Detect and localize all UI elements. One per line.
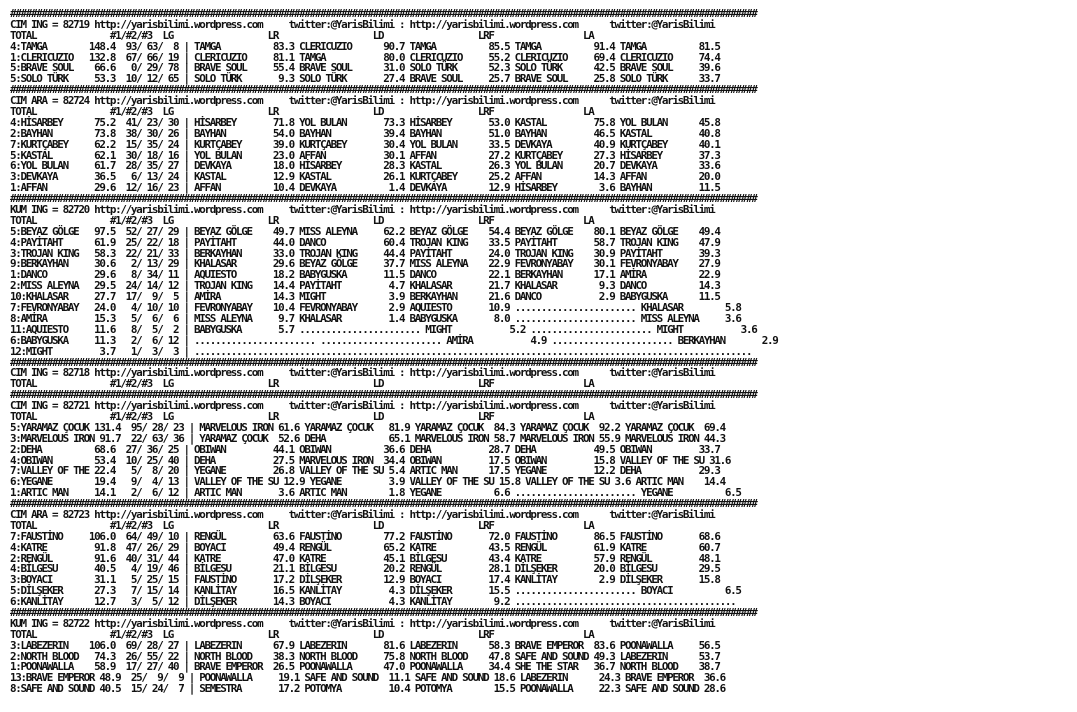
race-header: KUM ING = 82720 http://yarisbilimi.wordpress.com twitter:@YarisBilimi : http://yarisbilimi.wordpress.com twitter:@YarisBilimi xyxy=(10,203,715,217)
separator-line: ############################################################################################################################################## xyxy=(10,605,757,619)
data-row: 3:BOYACI 31.1 5/ 25/ 15 | FAUSTİNO 17.2 DİLŞEKER 12.9 BOYACI 17.4 KANLİTAY 2.9 DİLŞEKER 15.8 xyxy=(10,573,720,587)
data-row: 6:YEGANE 19.4 9/ 4/ 13 | VALLEY OF THE SU 12.9 YEGANE 3.9 VALLEY OF THE SU 15.8 VALLEY OF THE SU 3.6 ARTIC MAN 14.4 xyxy=(10,475,725,489)
column-header: TOTAL #1/#2/#3 LG LR LD LRF LA xyxy=(10,213,594,227)
data-row: 5:YARAMAZ ÇOCUK 131.4 95/ 28/ 23 | MARVELOUS IRON 61.6 YARAMAZ ÇOCUK 81.9 YARAMAZ ÇOCUK 84.3 YARAMAZ ÇOCUK 92.2 YARAMAZ ÇOCUK 69.4 xyxy=(10,420,725,434)
data-row: 7:VALLEY OF THE 22.4 5/ 8/ 20 | YEGANE 26.8 VALLEY OF THE SU 5.4 ARTIC MAN 17.5 YEGANE 12.2 DEHA 29.3 xyxy=(10,464,720,478)
data-row: 2:RENGÜL 91.6 40/ 31/ 44 | KATRE 47.0 KATRE 45.1 BİLGESU 43.4 KATRE 57.9 RENGÜL 48.1 xyxy=(10,551,720,565)
data-row: 4:HİSARBEY 75.2 41/ 23/ 30 | HİSARBEY 71.8 YOL BULAN 73.3 HİSARBEY 53.0 KASTAL 75.8 YOL BULAN 45.8 xyxy=(10,115,720,129)
data-row: 6:YOL BULAN 61.7 28/ 35/ 27 | DEVKAYA 18.0 HİSARBEY 28.3 KASTAL 26.3 YOL BULAN 20.7 DEVKAYA 33.6 xyxy=(10,159,720,173)
column-header: TOTAL #1/#2/#3 LG LR LD LRF LA xyxy=(10,627,594,641)
data-row: 5:BEYAZ GÖLGE 97.5 52/ 27/ 29 | BEYAZ GÖLGE 49.7 MISS ALEYNA 62.2 BEYAZ GÖLGE 54.4 BEYAZ GÖLGE 80.1 BEYAZ GÖLGE 49.4 xyxy=(10,224,720,238)
data-row: 4:PAYİTAHT 61.9 25/ 22/ 18 | PAYİTAHT 44.0 DANCO 60.4 TROJAN KING 33.5 PAYİTAHT 58.7 TROJAN KING 47.9 xyxy=(10,235,720,249)
column-header: TOTAL #1/#2/#3 LG LR LD LRF LA xyxy=(10,409,594,423)
column-header: TOTAL #1/#2/#3 LG LR LD LRF LA xyxy=(10,28,594,42)
data-row: 3:LABEZERIN 106.0 69/ 28/ 27 | LABEZERIN 67.9 LABEZERIN 81.6 LABEZERIN 58.3 BRAVE EMPEROR 83.6 POONAWALLA 56.5 xyxy=(10,638,720,652)
column-header: TOTAL #1/#2/#3 LG LR LD LRF LA xyxy=(10,377,594,391)
data-row: 9:BERKAYHAN 30.6 2/ 13/ 29 | KHALASAR 29.6 BEYAZ GÖLGE 37.7 MISS ALEYNA 22.9 FEVRONYABAY 30.1 FEVRONYABAY 27.9 xyxy=(10,257,720,271)
data-row: 5:DİLŞEKER 27.3 7/ 15/ 14 | KANLİTAY 16.5 KANLİTAY 4.3 DİLŞEKER 15.5 ....................... BOYACI 6.5 xyxy=(10,584,741,598)
data-row: 7:FEVRONYABAY 24.0 4/ 10/ 10 | FEVRONYABAY 10.4 FEVRONYABAY 2.9 AQUIESTO 10.9 ....................... KHALASAR 5.8 xyxy=(10,301,741,315)
data-row: 5:KASTAL 62.1 30/ 18/ 16 | YOL BULAN 23.0 AFFAN 30.1 AFFAN 27.2 KURTÇABEY 27.3 HİSARBEY 37.3 xyxy=(10,148,720,162)
race-stats-sheet xyxy=(10,9,777,695)
data-row: 4:BİLGESU 40.5 4/ 19/ 46 | BİLGESU 21.1 BİLGESU 20.2 RENGÜL 28.1 DİLŞEKER 20.0 BİLGESU 29.5 xyxy=(10,562,720,576)
column-header: TOTAL #1/#2/#3 LG LR LD LRF LA xyxy=(10,105,594,119)
data-row: 2:BAYHAN 73.8 38/ 30/ 26 | BAYHAN 54.0 BAYHAN 39.4 BAYHAN 51.0 BAYHAN 46.5 KASTAL 40.8 xyxy=(10,126,720,140)
separator-line: ############################################################################################################################################## xyxy=(10,388,757,402)
separator-line: ############################################################################################################################################## xyxy=(10,7,757,20)
data-row: 7:FAUSTİNO 106.0 64/ 49/ 10 | RENGÜL 63.6 FAUSTİNO 77.2 FAUSTİNO 72.0 FAUSTİNO 86.5 FAUSTİNO 68.6 xyxy=(10,529,720,543)
race-header: KUM ING = 82722 http://yarisbilimi.wordpress.com twitter:@YarisBilimi : http://yarisbilimi.wordpress.com twitter:@YarisBilimi xyxy=(10,616,715,630)
data-row: 3:TROJAN KING 58.3 22/ 21/ 33 | BERKAYHAN 33.0 TROJAN KING 44.4 PAYİTAHT 24.0 TROJAN KING 30.9 PAYİTAHT 39.3 xyxy=(10,246,720,260)
data-row: 6:BABYGUSKA 11.3 2/ 6/ 12 | ....................... ....................... AMİRA 4.9 ....................... BERKAYHAN 2.9 xyxy=(10,333,778,347)
data-row: 1:POONAWALLA 58.9 17/ 27/ 40 | BRAVE EMPEROR 26.5 POONAWALLA 47.0 POONAWALLA 34.4 SHE THE STAR 36.7 NORTH BLOOD 38.7 xyxy=(10,660,720,674)
column-header: TOTAL #1/#2/#3 LG LR LD LRF LA xyxy=(10,518,594,532)
data-row: 3:DEVKAYA 36.5 6/ 13/ 24 | KASTAL 12.9 KASTAL 26.1 KURTÇABEY 25.2 AFFAN 14.3 AFFAN 20.0 xyxy=(10,170,720,184)
data-row: 2:NORTH BLOOD 74.3 26/ 55/ 22 | NORTH BLOOD 38.3 NORTH BLOOD 75.8 NORTH BLOOD 47.8 SAFE AND SOUND 49.3 LABEZERIN 53.7 xyxy=(10,649,720,663)
race-header: CIM ING = 82718 http://yarisbilimi.wordpress.com twitter:@YarisBilimi : http://yarisbilimi.wordpress.com twitter:@YarisBilimi xyxy=(10,366,715,380)
data-row: 3:MARVELOUS IRON 91.7 22/ 63/ 36 | YARAMAZ ÇOCUK 52.6 DEHA 65.1 MARVELOUS IRON 58.7 MARVELOUS IRON 55.9 MARVELOUS IRON 44.3 xyxy=(10,431,725,445)
data-row: 10:KHALASAR 27.7 17/ 9/ 5 | AMİRA 14.3 MIGHT 3.9 BERKAYHAN 21.6 DANCO 2.9 BABYGUSKA 11.5 xyxy=(10,290,720,304)
data-row: 4:KATRE 91.8 47/ 26/ 29 | BOYACI 49.4 RENGÜL 65.2 KATRE 43.5 RENGÜL 61.9 KATRE 60.7 xyxy=(10,540,720,554)
data-row: 2:MISS ALEYNA 29.5 24/ 14/ 12 | TROJAN KING 14.4 PAYİTAHT 4.7 KHALASAR 21.7 KHALASAR 9.3 DANCO 14.3 xyxy=(10,279,720,293)
data-row: 2:DEHA 68.6 27/ 36/ 25 | OBIWAN 44.1 OBIWAN 36.6 DEHA 28.7 DEHA 49.5 OBIWAN 33.7 xyxy=(10,442,720,456)
data-row: 13:BRAVE EMPEROR 48.9 25/ 9/ 9 | POONAWALLA 19.1 SAFE AND SOUND 11.1 SAFE AND SOUND 18.6 LABEZERIN 24.3 BRAVE EMPEROR 36.6 xyxy=(10,671,725,685)
separator-line: ############################################################################################################################################## xyxy=(10,355,757,369)
data-row: 1:DANCO 29.6 8/ 34/ 11 | AQUIESTO 18.2 BABYGUSKA 11.5 DANCO 22.1 BERKAYHAN 17.1 AMİRA 22.9 xyxy=(10,268,720,282)
data-row: 5:BRAVE SOUL 66.6 0/ 29/ 78 | BRAVE SOUL 55.4 BRAVE SOUL 31.0 SOLO TÜRK 52.3 SOLO TÜRK 42.5 BRAVE SOUL 39.6 xyxy=(10,61,720,75)
race-header: CIM ING = 82721 http://yarisbilimi.wordpress.com twitter:@YarisBilimi : http://yarisbilimi.wordpress.com twitter:@YarisBilimi xyxy=(10,399,715,413)
data-row: 1:CLERICUZIO 132.8 67/ 66/ 19 | CLERICUZIO 81.1 TAMGA 80.0 CLERICUZIO 55.2 CLERICUZIO 69.4 CLERICUZIO 74.4 xyxy=(10,50,720,64)
separator-line: ############################################################################################################################################## xyxy=(10,83,757,97)
data-row: 7:KURTÇABEY 62.2 15/ 35/ 24 | KURTÇABEY 39.0 KURTÇABEY 30.4 YOL BULAN 33.5 DEVKAYA 40.9 KURTÇABEY 40.1 xyxy=(10,137,720,151)
separator-line: ############################################################################################################################################## xyxy=(10,192,757,206)
data-row: 5:SOLO TÜRK 53.3 10/ 12/ 65 | SOLO TÜRK 9.3 SOLO TÜRK 27.4 BRAVE SOUL 25.7 BRAVE SOUL 25.8 SOLO TÜRK 33.7 xyxy=(10,72,720,86)
race-header: CIM ING = 82719 http://yarisbilimi.wordpress.com twitter:@YarisBilimi : http://yarisbilimi.wordpress.com twitter:@YarisBilimi xyxy=(10,17,715,31)
separator-line: ############################################################################################################################################## xyxy=(10,497,757,511)
data-row: 6:KANLİTAY 12.7 3/ 5/ 12 | DİLŞEKER 14.3 BOYACI 4.3 KANLİTAY 9.2 .......................................... xyxy=(10,595,736,609)
data-row: 12:MIGHT 3.7 1/ 3/ 3 | .......................................................................................................... xyxy=(10,344,752,358)
data-row: 11:AQUIESTO 11.6 8/ 5/ 2 | BABYGUSKA 5.7 ....................... MIGHT 5.2 ....................... MIGHT 3.6 xyxy=(10,322,757,336)
race-header: CIM ARA = 82724 http://yarisbilimi.wordpress.com twitter:@YarisBilimi : http://yarisbilimi.wordpress.com twitter:@YarisBilimi xyxy=(10,94,715,108)
data-row: 1:ARTIC MAN 14.1 2/ 6/ 12 | ARTIC MAN 3.6 ARTIC MAN 1.8 YEGANE 6.6 ....................... YEGANE 6.5 xyxy=(10,486,741,500)
data-row: 4:TAMGA 148.4 93/ 63/ 8 | TAMGA 83.3 CLERICUZIO 90.7 TAMGA 85.5 TAMGA 91.4 TAMGA 81.5 xyxy=(10,39,720,53)
data-row: 4:OBIWAN 53.4 10/ 25/ 40 | DEHA 27.5 MARVELOUS IRON 34.4 OBIWAN 17.5 OBIWAN 15.8 VALLEY OF THE SU 31.6 xyxy=(10,453,731,467)
data-row: 8:SAFE AND SOUND 40.5 15/ 24/ 7 | SEMESTRA 17.2 POTOMYA 10.4 POTOMYA 15.5 POONAWALLA 22.3 SAFE AND SOUND 28.6 xyxy=(10,682,725,696)
race-header: CIM ARA = 82723 http://yarisbilimi.wordpress.com twitter:@YarisBilimi : http://yarisbilimi.wordpress.com twitter:@YarisBilimi xyxy=(10,507,715,521)
data-row: 1:AFFAN 29.6 12/ 16/ 23 | AFFAN 10.4 DEVKAYA 1.4 DEVKAYA 12.9 HİSARBEY 3.6 BAYHAN 11.5 xyxy=(10,181,720,195)
data-row: 8:AMİRA 15.3 5/ 6/ 6 | MISS ALEYNA 9.7 KHALASAR 1.4 BABYGUSKA 8.0 ....................... MISS ALEYNA 3.6 xyxy=(10,311,741,325)
